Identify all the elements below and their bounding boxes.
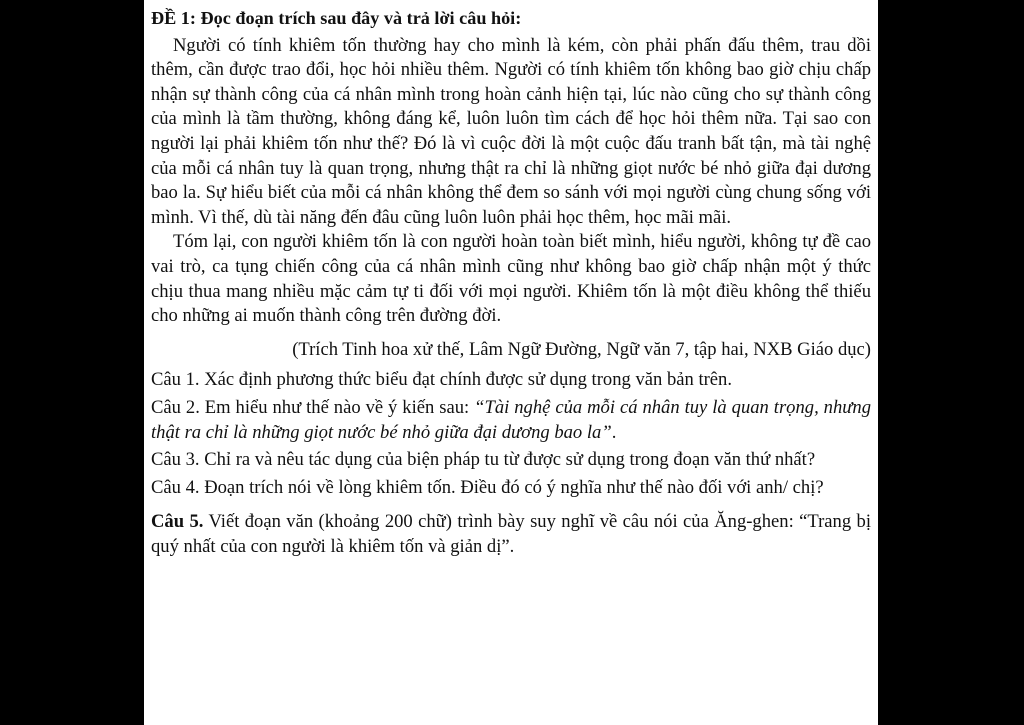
question-3: Câu 3. Chỉ ra và nêu tác dụng của biện pháp tu từ được sử dụng trong đoạn văn thứ nhất? — [151, 449, 816, 471]
document-page — [144, 0, 878, 725]
question-5-label: Câu 5. — [151, 511, 204, 533]
passage-paragraph-1: Người có tính khiêm tốn thường hay cho mình là kém, còn phải phấn đấu thêm, trau dồi thêm, cần được trao đổi, học hỏi nhiều thêm. Người có tính khiêm tốn không bao giờ chịu chấp nhận sự thành công của cá nhân mình trong hoàn cảnh hiện tại, lúc nào cũng cho sự thành công của mình là tầm thường, không đáng kể, luôn luôn tìm cách để học hỏi thêm nữa. Tại sao con người lại phải khiêm tốn như thế? Đó là vì cuộc đời là một cuộc đấu tranh bất tận, mà tài nghệ của mỗi cá nhân tuy là quan trọng, nhưng thật ra chỉ là những giọt nước bé nhỏ giữa đại dương bao la. Sự hiểu biết của mỗi cá nhân không thể đem so sánh với mọi người cùng chung sống với mình. Vì thế, dù tài năng đến đâu cũng luôn luôn phải học thêm, học mãi mãi. — [151, 34, 871, 228]
question-5 — [151, 510, 871, 559]
question-2-suffix: . — [611, 421, 617, 443]
passage-paragraph-2: Tóm lại, con người khiêm tốn là con người hoàn toàn biết mình, hiểu người, không tự đề cao vai trò, ca tụng chiến công của cá nhân mình cũng như không bao giờ chấp nhận một ý thức chịu thua mang nhiều mặc cảm tự ti đối với mọi người. Khiêm tốn là một điều không thể thiếu cho những ai muốn thành công trên đường đời. — [151, 231, 871, 327]
question-2-quote: “Tài nghệ của mỗi cá nhân tuy là quan trọng, nhưng thật ra chỉ là những giọt nước bé nhỏ giữa đại dương bao la” — [151, 396, 871, 443]
question-1: Câu 1. Xác định phương thức biểu đạt chính được sử dụng trong văn bản trên. — [151, 369, 733, 391]
question-5-text: Viết đoạn văn (khoảng 200 chữ) trình bày suy nghĩ về câu nói của Ăng-ghen: “Trang bị quý nhất của con người là khiêm tốn và giản dị”. — [151, 511, 871, 557]
passage-source: (Trích Tinh hoa xử thế, Lâm Ngữ Đường, Ngữ văn 7, tập hai, NXB Giáo dục) — [292, 338, 871, 360]
exam-title: ĐỀ 1: Đọc đoạn trích sau đây và trả lời câu hỏi: — [151, 8, 522, 28]
question-2-prefix: Câu 2. Em hiểu như thế nào về ý kiến sau: — [151, 396, 475, 418]
question-2 — [151, 396, 871, 445]
question-4: Câu 4. Đoạn trích nói về lòng khiêm tốn. Điều đó có ý nghĩa như thế nào đối với anh/ chị? — [151, 476, 824, 498]
document-content — [151, 6, 871, 559]
